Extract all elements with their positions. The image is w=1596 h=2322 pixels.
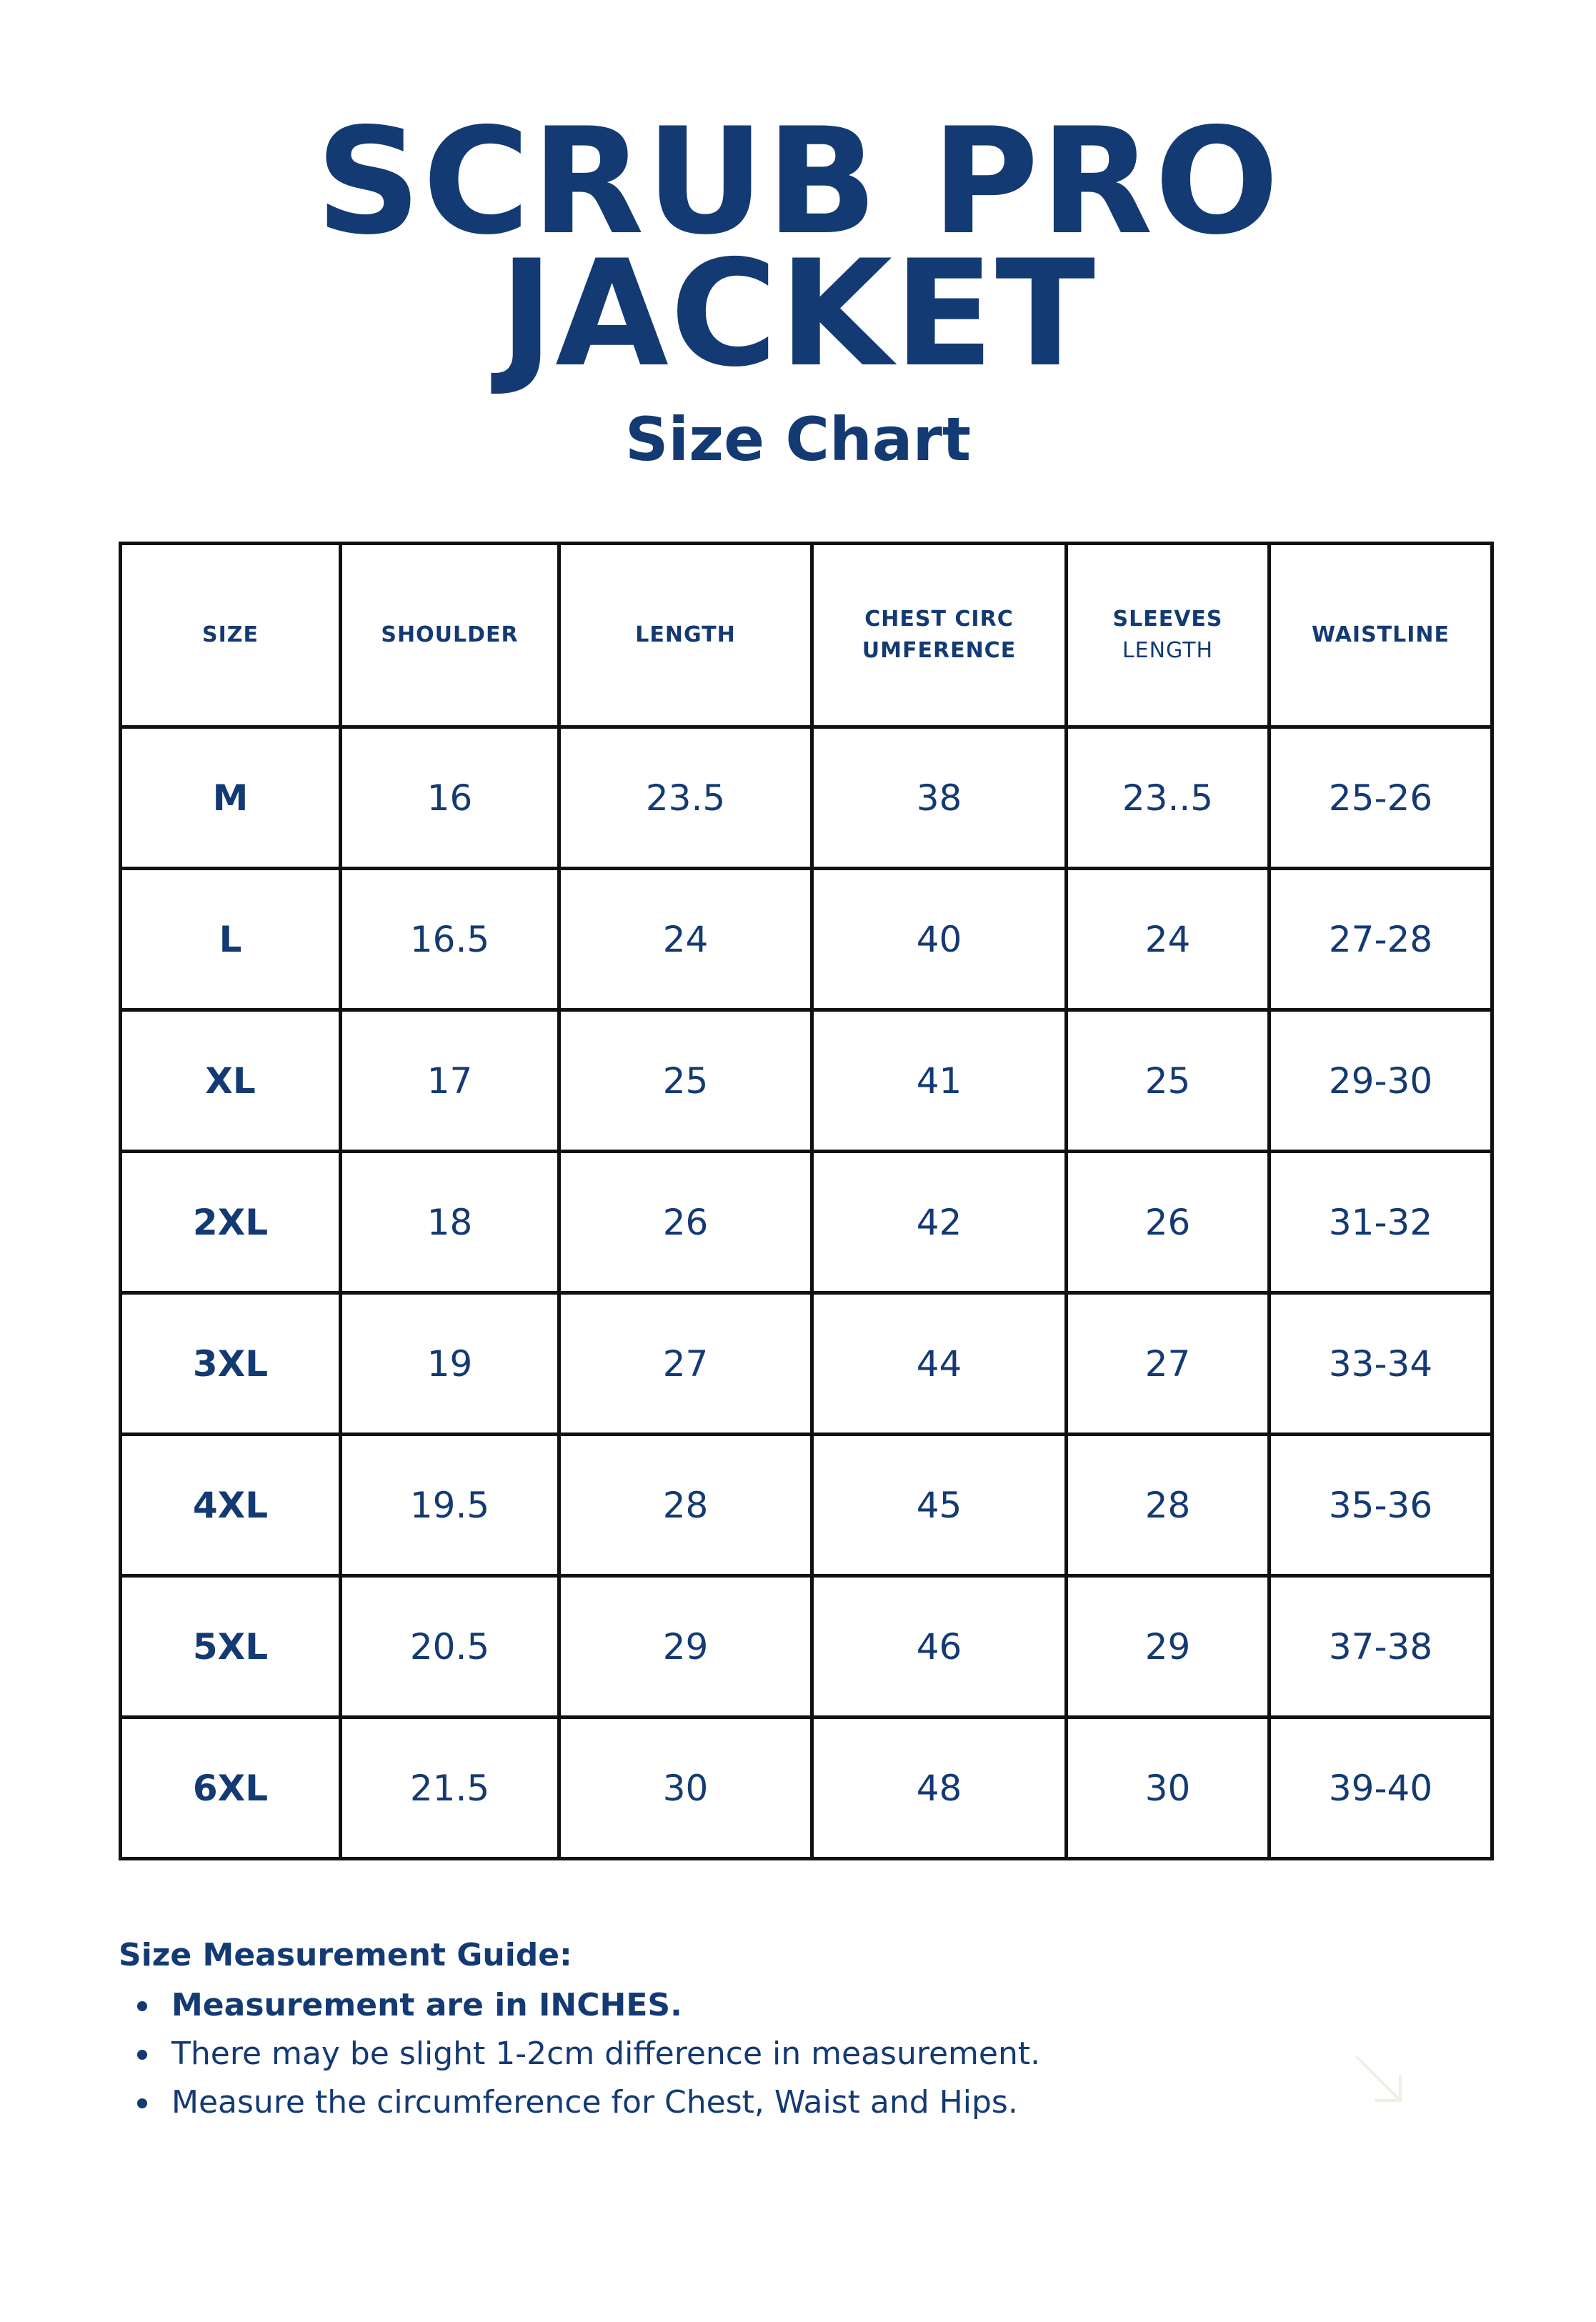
measurement-cell: 19.5 — [341, 1435, 559, 1576]
page-title-line-1: SCRUB PRO — [315, 97, 1281, 267]
table-row — [121, 1718, 1492, 1859]
measurement-cell: 31-32 — [1270, 1152, 1492, 1293]
guide-item: There may be slight 1-2cm difference in measurement. — [171, 2030, 1476, 2078]
size-measurement-guide — [119, 1933, 1476, 2127]
size-cell: L — [121, 869, 341, 1010]
header-label: SHOULDER — [381, 622, 519, 647]
header-sleeves-length — [1067, 544, 1270, 727]
measurement-cell: 45 — [812, 1435, 1067, 1576]
table-row — [121, 727, 1492, 869]
table-row — [121, 1435, 1492, 1576]
measurement-cell: 40 — [812, 869, 1067, 1010]
table-body — [121, 727, 1492, 1859]
page-subtitle: Size Chart — [624, 404, 972, 474]
measurement-cell: 25 — [559, 1010, 812, 1152]
table-row — [121, 1293, 1492, 1435]
size-cell: 2XL — [121, 1152, 341, 1293]
measurement-cell: 20.5 — [341, 1576, 559, 1718]
header-label: CHEST CIRCUMFERENCE — [862, 607, 1017, 663]
table-row — [121, 1010, 1492, 1152]
measurement-cell: 38 — [812, 727, 1067, 869]
measurement-cell: 33-34 — [1270, 1293, 1492, 1435]
measurement-cell: 26 — [559, 1152, 812, 1293]
table-header-row — [121, 544, 1492, 727]
measurement-cell: 24 — [1067, 869, 1270, 1010]
measurement-cell: 28 — [559, 1435, 812, 1576]
measurement-cell: 42 — [812, 1152, 1067, 1293]
guide-list — [119, 1981, 1476, 2127]
measurement-cell: 23..5 — [1067, 727, 1270, 869]
measurement-cell: 27-28 — [1270, 869, 1492, 1010]
size-cell: 3XL — [121, 1293, 341, 1435]
measurement-cell: 44 — [812, 1293, 1067, 1435]
measurement-cell: 23.5 — [559, 727, 812, 869]
size-cell: 4XL — [121, 1435, 341, 1576]
header-chest-circumference — [812, 544, 1067, 727]
measurement-cell: 19 — [341, 1293, 559, 1435]
table-row — [121, 1152, 1492, 1293]
header-waistline — [1270, 544, 1492, 727]
guide-item: Measurement are in INCHES. — [171, 1981, 1476, 2030]
measurement-cell: 48 — [812, 1718, 1067, 1859]
header-size — [121, 544, 341, 727]
size-chart-table — [119, 542, 1494, 1860]
size-cell: 5XL — [121, 1576, 341, 1718]
header-label: WAISTLINE — [1311, 622, 1450, 647]
measurement-cell: 29 — [1067, 1576, 1270, 1718]
measurement-cell: 29 — [559, 1576, 812, 1718]
measurement-cell: 37-38 — [1270, 1576, 1492, 1718]
header-label: SLEEVES — [1112, 607, 1223, 632]
measurement-cell: 35-36 — [1270, 1435, 1492, 1576]
measurement-cell: 30 — [1067, 1718, 1270, 1859]
measurement-cell: 28 — [1067, 1435, 1270, 1576]
table-row — [121, 869, 1492, 1010]
measurement-cell: 41 — [812, 1010, 1067, 1152]
measurement-cell: 27 — [559, 1293, 812, 1435]
header-label: SIZE — [201, 622, 259, 647]
measurement-cell: 25-26 — [1270, 727, 1492, 869]
measurement-cell: 24 — [559, 869, 812, 1010]
guide-title: Size Measurement Guide: — [119, 1937, 572, 1973]
measurement-cell: 29-30 — [1270, 1010, 1492, 1152]
measurement-cell: 16.5 — [341, 869, 559, 1010]
measurement-cell: 16 — [341, 727, 559, 869]
measurement-cell: 39-40 — [1270, 1718, 1492, 1859]
header-sublabel: LENGTH — [1122, 638, 1214, 663]
size-cell: XL — [121, 1010, 341, 1152]
measurement-cell: 21.5 — [341, 1718, 559, 1859]
page-title-line-2: JACKET — [499, 229, 1097, 399]
measurement-cell: 27 — [1067, 1293, 1270, 1435]
size-cell: 6XL — [121, 1718, 341, 1859]
faint-arrow-icon — [1350, 2051, 1407, 2108]
measurement-cell: 46 — [812, 1576, 1067, 1718]
measurement-cell: 25 — [1067, 1010, 1270, 1152]
table-row — [121, 1576, 1492, 1718]
header-label: LENGTH — [635, 622, 736, 647]
measurement-cell: 26 — [1067, 1152, 1270, 1293]
guide-item: Measure the circumference for Chest, Waist and Hips. — [171, 2078, 1476, 2127]
header-length — [559, 544, 812, 727]
header-shoulder — [341, 544, 559, 727]
measurement-cell: 18 — [341, 1152, 559, 1293]
size-cell: M — [121, 727, 341, 869]
measurement-cell: 30 — [559, 1718, 812, 1859]
measurement-cell: 17 — [341, 1010, 559, 1152]
